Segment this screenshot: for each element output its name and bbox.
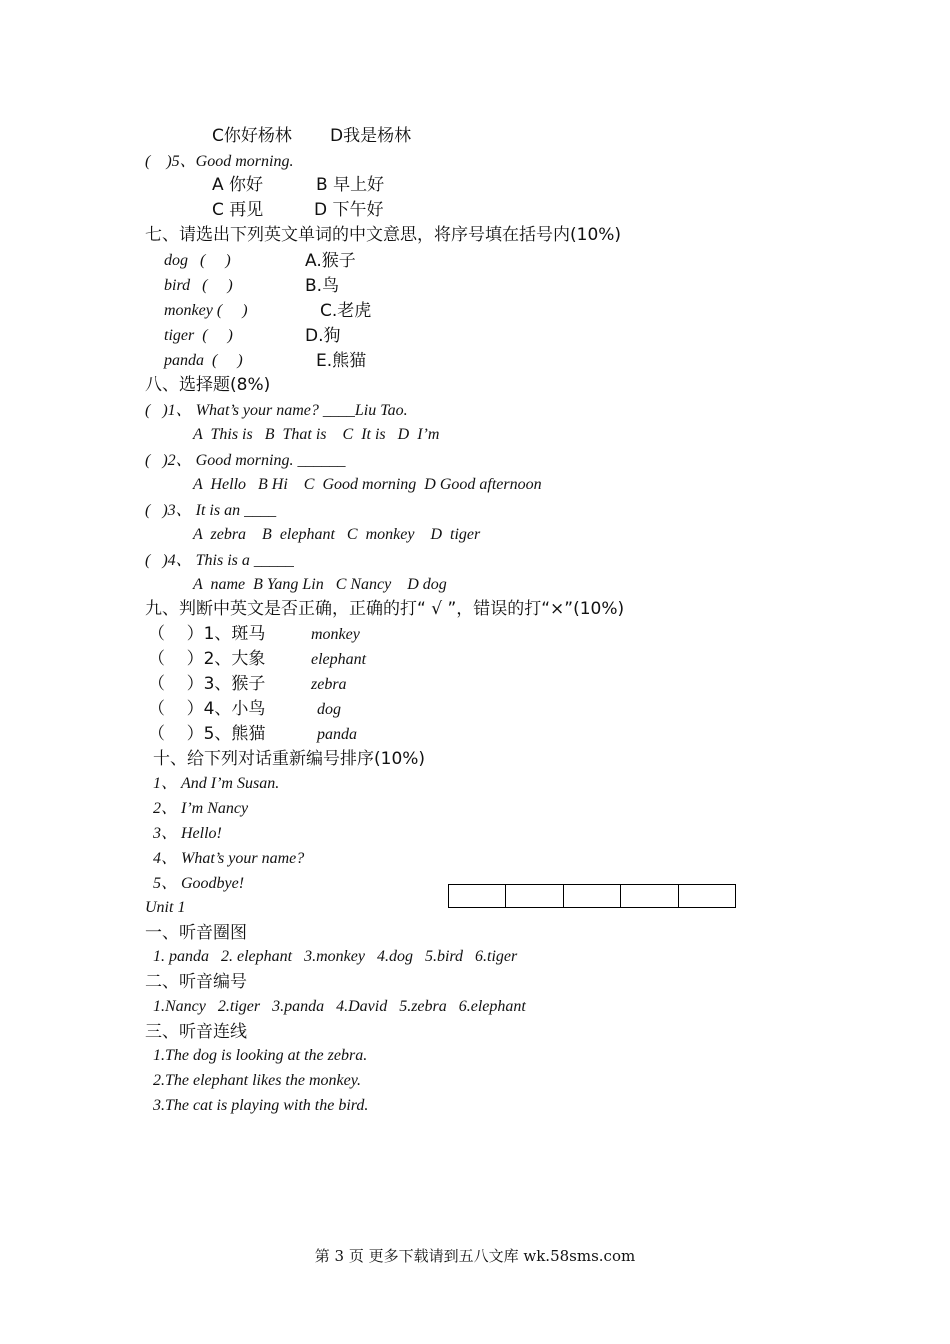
meaning-item: E.熊猫: [316, 351, 367, 371]
option-c: C你好杨林: [212, 126, 292, 146]
answer-boxes: [448, 884, 736, 908]
section-heading: 九、判断中英文是否正确，正确的打“ √ ”，错误的打“×”(10%): [145, 599, 625, 619]
judge-item-number: （ ）5、熊猫: [148, 724, 266, 744]
answer-line: 1.The dog is looking at the zebra.: [153, 1047, 368, 1064]
judge-item-number: （ ）1、斑马: [148, 624, 266, 644]
question-options: A Hello B Hi C Good morning D Good afternoon: [193, 476, 542, 493]
question-options: A name B Yang Lin C Nancy D dog: [193, 576, 447, 593]
answer-box[interactable]: [564, 885, 621, 907]
dialogue-item: 1、 And I’m Susan.: [153, 775, 280, 792]
judge-item-word: elephant: [311, 651, 367, 668]
word-item: tiger ( ): [164, 327, 233, 344]
question-stem: ( )2、 Good morning. ______: [145, 452, 346, 469]
unit-title: Unit 1: [145, 899, 186, 916]
question-stem: ( )1、 What’s your name? ____Liu Tao.: [145, 402, 408, 419]
judge-item-number: （ ）2、大象: [148, 649, 266, 669]
meaning-item: D.狗: [305, 326, 341, 346]
answer-box[interactable]: [449, 885, 506, 907]
section-heading: 二、听音编号: [145, 972, 247, 992]
question-options: A zebra B elephant C monkey D tiger: [193, 526, 481, 543]
option-d: D我是杨林: [330, 126, 412, 146]
option-b: B 早上好: [316, 175, 385, 195]
section-heading: 八、选择题(8%): [145, 375, 271, 395]
page-footer: 第 3 页 更多下载请到五八文库 wk.58sms.com: [314, 1247, 636, 1265]
answer-line: 3.The cat is playing with the bird.: [153, 1097, 369, 1114]
word-item: dog ( ): [164, 252, 231, 269]
option-c: C 再见: [212, 200, 264, 220]
meaning-item: B.鸟: [305, 276, 340, 296]
section-heading: 三、听音连线: [145, 1022, 247, 1042]
dialogue-item: 4、 What’s your name?: [153, 850, 305, 867]
dialogue-item: 2、 I’m Nancy: [153, 800, 249, 817]
word-item: panda ( ): [164, 352, 243, 369]
question-stem: ( )4、 This is a _____: [145, 552, 294, 569]
judge-item-word: zebra: [311, 676, 347, 693]
question-options: A This is B That is C It is D I’m: [193, 426, 440, 443]
answer-box[interactable]: [506, 885, 563, 907]
section-heading: 一、听音圈图: [145, 923, 247, 943]
answer-line: 1. panda 2. elephant 3.monkey 4.dog 5.bird 6.tiger: [153, 948, 518, 965]
question-stem: ( )3、 It is an ____: [145, 502, 277, 519]
answer-box[interactable]: [679, 885, 735, 907]
judge-item-word: monkey: [311, 626, 360, 643]
option-a: A 你好: [212, 175, 264, 195]
section-heading: 十、给下列对话重新编号排序(10%): [153, 749, 426, 769]
judge-item-word: dog: [317, 701, 341, 718]
judge-item-number: （ ）4、小鸟: [148, 699, 266, 719]
question-bracket: ( )5、Good morning.: [145, 153, 294, 170]
dialogue-item: 3、 Hello!: [153, 825, 222, 842]
judge-item-number: （ ）3、猴子: [148, 674, 266, 694]
meaning-item: C.老虎: [320, 301, 372, 321]
word-item: monkey ( ): [164, 302, 248, 319]
option-d: D 下午好: [314, 200, 384, 220]
section-heading: 七、请选出下列英文单词的中文意思，将序号填在括号内(10%): [145, 225, 622, 245]
word-item: bird ( ): [164, 277, 233, 294]
answer-line: 1.Nancy 2.tiger 3.panda 4.David 5.zebra 6.elephant: [153, 998, 526, 1015]
answer-line: 2.The elephant likes the monkey.: [153, 1072, 361, 1089]
judge-item-word: panda: [317, 726, 357, 743]
answer-box[interactable]: [621, 885, 678, 907]
meaning-item: A.猴子: [305, 251, 356, 271]
dialogue-item: 5、 Goodbye!: [153, 875, 245, 892]
